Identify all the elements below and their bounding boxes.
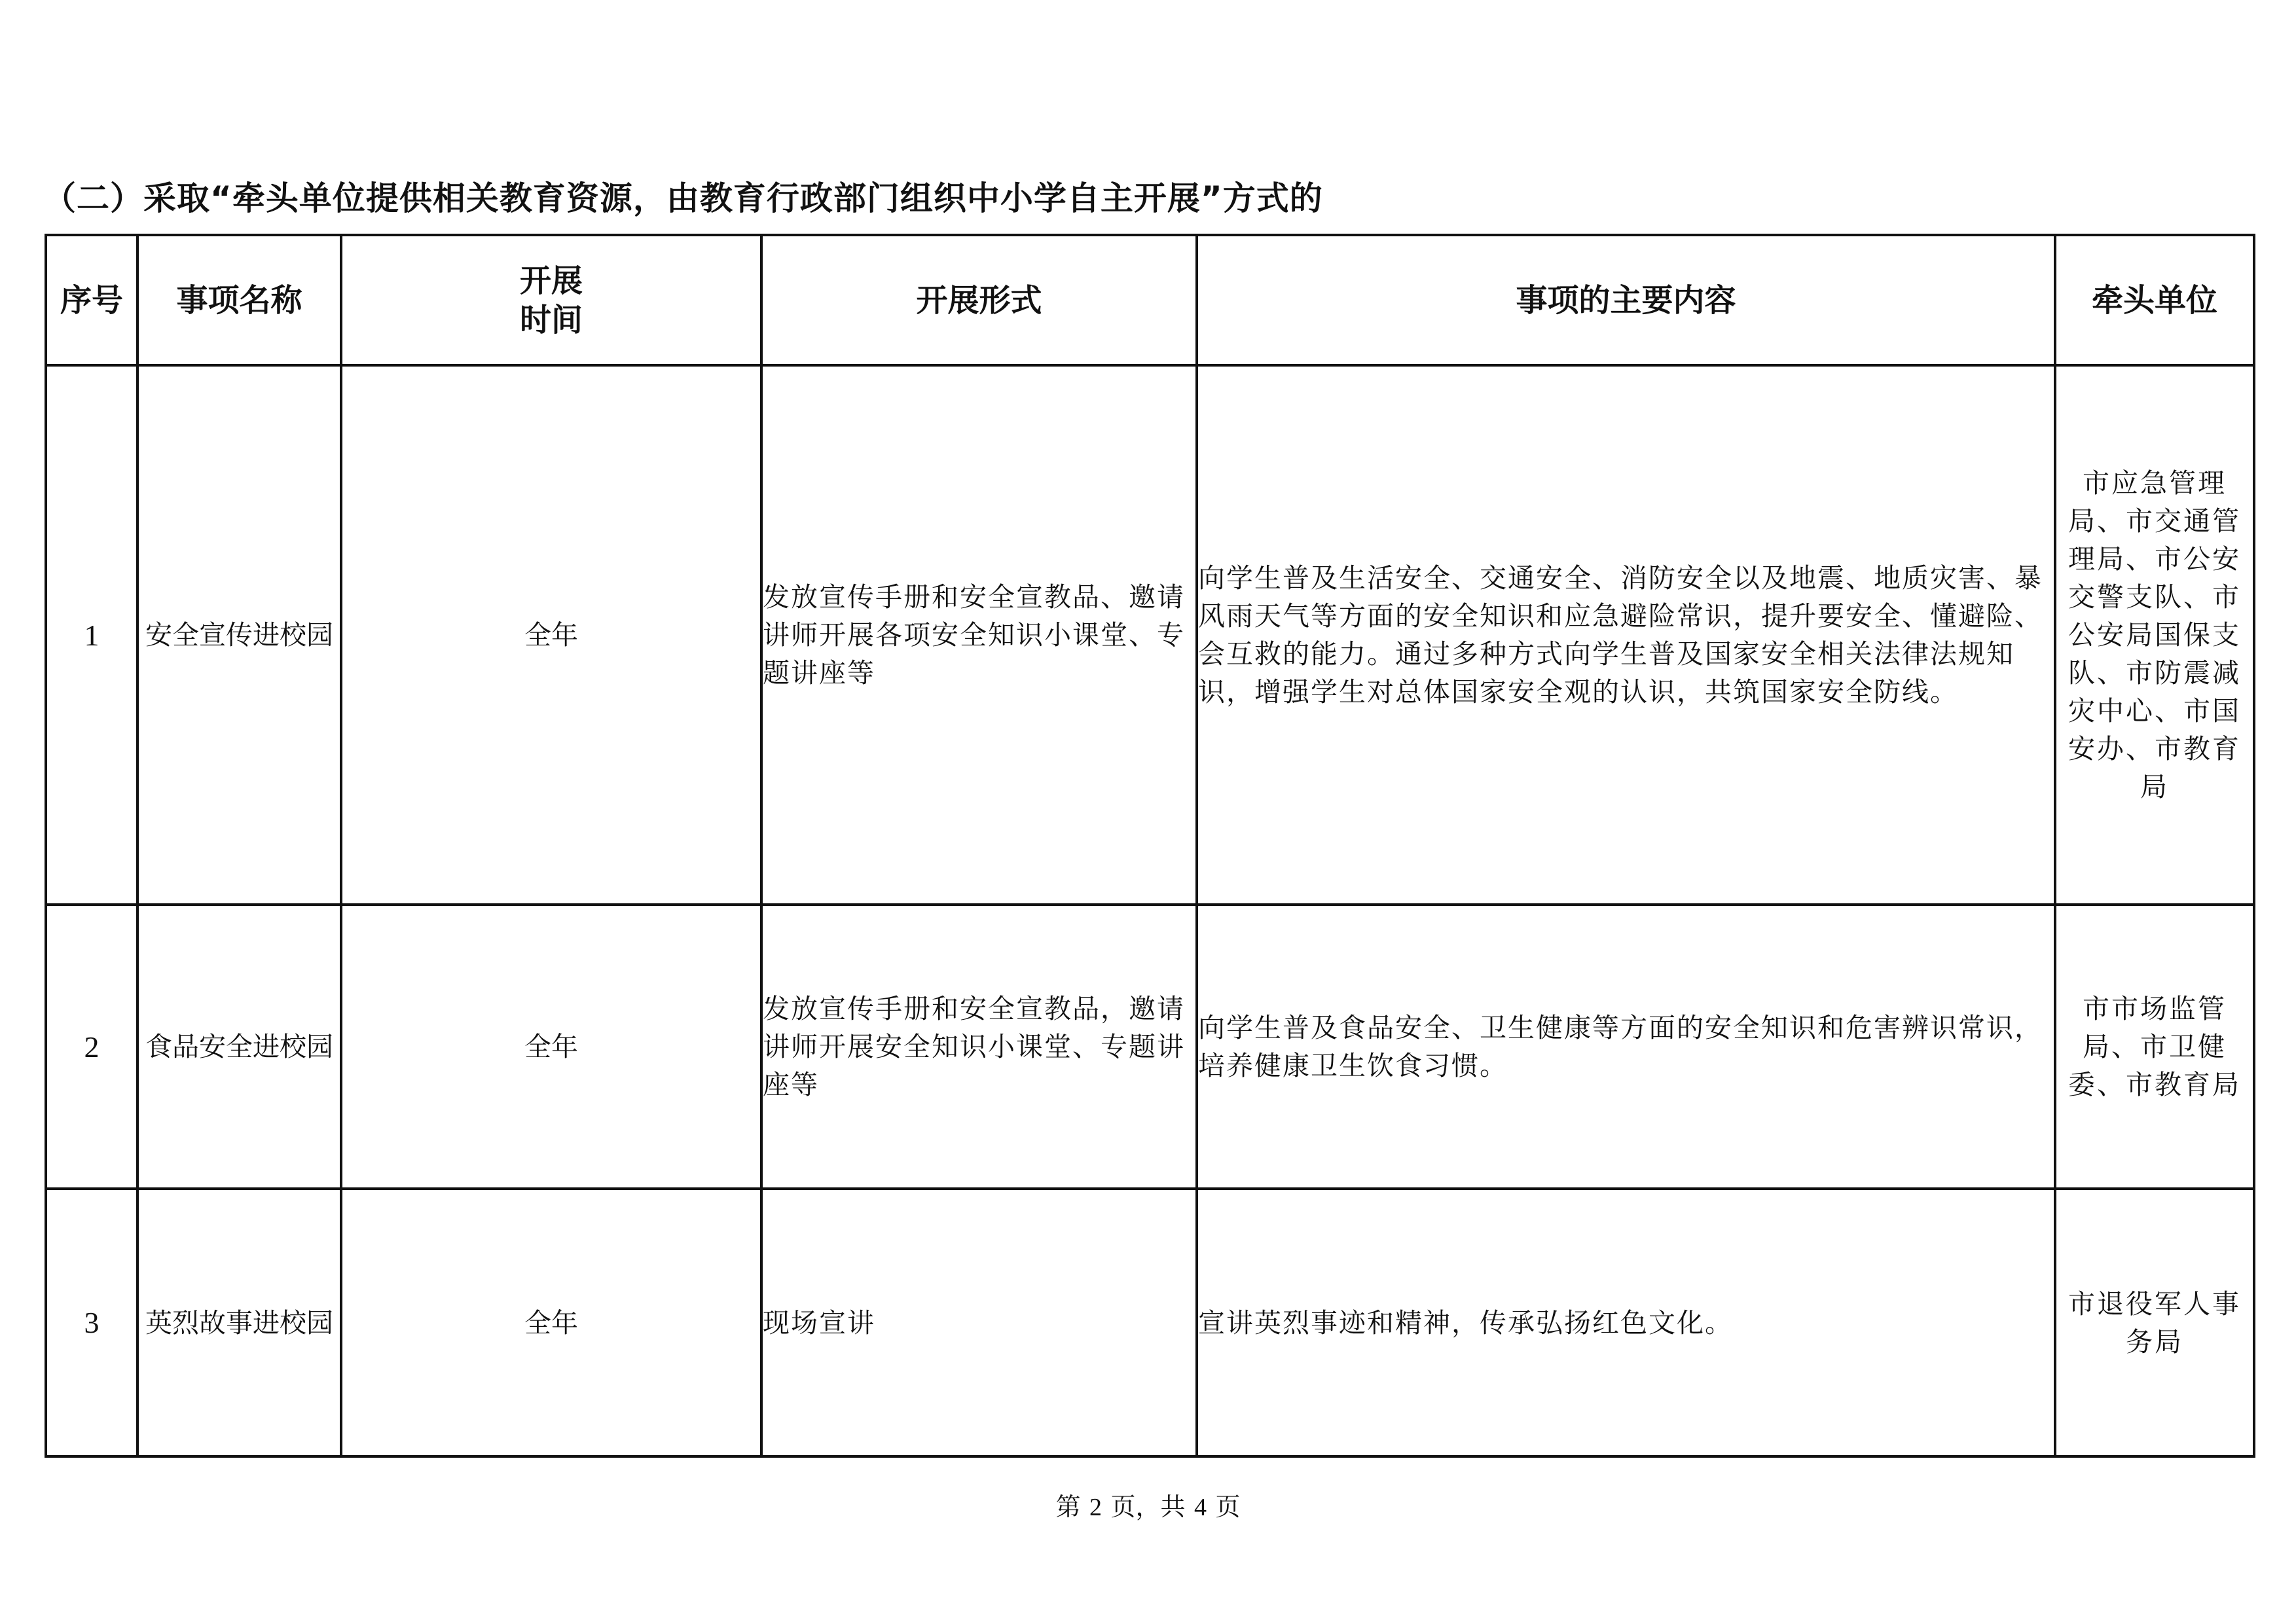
row-lead: 市退役军人事务局 <box>2055 1189 2254 1456</box>
header-time-line2: 时间 <box>519 301 583 338</box>
table-row <box>46 905 2254 1189</box>
row-lead: 市应急管理局、市交通管理局、市公安交警支队、市公安局国保支队、市防震减灾中心、市国安办、市教育局 <box>2055 365 2254 905</box>
header-index: 序号 <box>46 235 137 365</box>
row-name: 食品安全进校园 <box>137 905 341 1189</box>
items-table <box>45 234 2255 1458</box>
row-name: 安全宣传进校园 <box>137 365 341 905</box>
table-row <box>46 1189 2254 1456</box>
row-content: 宣讲英烈事迹和精神，传承弘扬红色文化。 <box>1197 1189 2055 1456</box>
header-name: 事项名称 <box>137 235 341 365</box>
row-form: 发放宣传手册和安全宣教品、邀请讲师开展各项安全知识小课堂、专题讲座等 <box>761 365 1197 905</box>
row-time: 全年 <box>341 905 761 1189</box>
row-name: 英烈故事进校园 <box>137 1189 341 1456</box>
row-index: 1 <box>46 365 137 905</box>
page-footer: 第 2 页，共 4 页 <box>1055 1494 1241 1521</box>
header-content: 事项的主要内容 <box>1197 235 2055 365</box>
row-index: 3 <box>46 1189 137 1456</box>
section-title: （二）采取“牵头单位提供相关教育资源，由教育行政部门组织中小学自主开展”方式的 <box>43 179 1323 217</box>
row-time: 全年 <box>341 1189 761 1456</box>
table-row <box>46 365 2254 905</box>
row-content: 向学生普及食品安全、卫生健康等方面的安全知识和危害辨识常识，培养健康卫生饮食习惯。 <box>1197 905 2055 1189</box>
row-time: 全年 <box>341 365 761 905</box>
row-form: 发放宣传手册和安全宣教品，邀请讲师开展安全知识小课堂、专题讲座等 <box>761 905 1197 1189</box>
row-lead: 市市场监管局、市卫健委、市教育局 <box>2055 905 2254 1189</box>
row-form: 现场宣讲 <box>761 1189 1197 1456</box>
row-content: 向学生普及生活安全、交通安全、消防安全以及地震、地质灾害、暴风雨天气等方面的安全知识和应急避险常识，提升要安全、懂避险、会互救的能力。通过多种方式向学生普及国家安全相关法律法规知识，增强学生对总体国家安全观的认识，共筑国家安全防线。 <box>1197 365 2055 905</box>
header-form: 开展形式 <box>761 235 1197 365</box>
header-time-line1: 开展 <box>519 262 583 299</box>
table-header-row <box>46 235 2254 365</box>
header-lead: 牵头单位 <box>2055 235 2254 365</box>
header-time <box>341 235 761 365</box>
row-index: 2 <box>46 905 137 1189</box>
